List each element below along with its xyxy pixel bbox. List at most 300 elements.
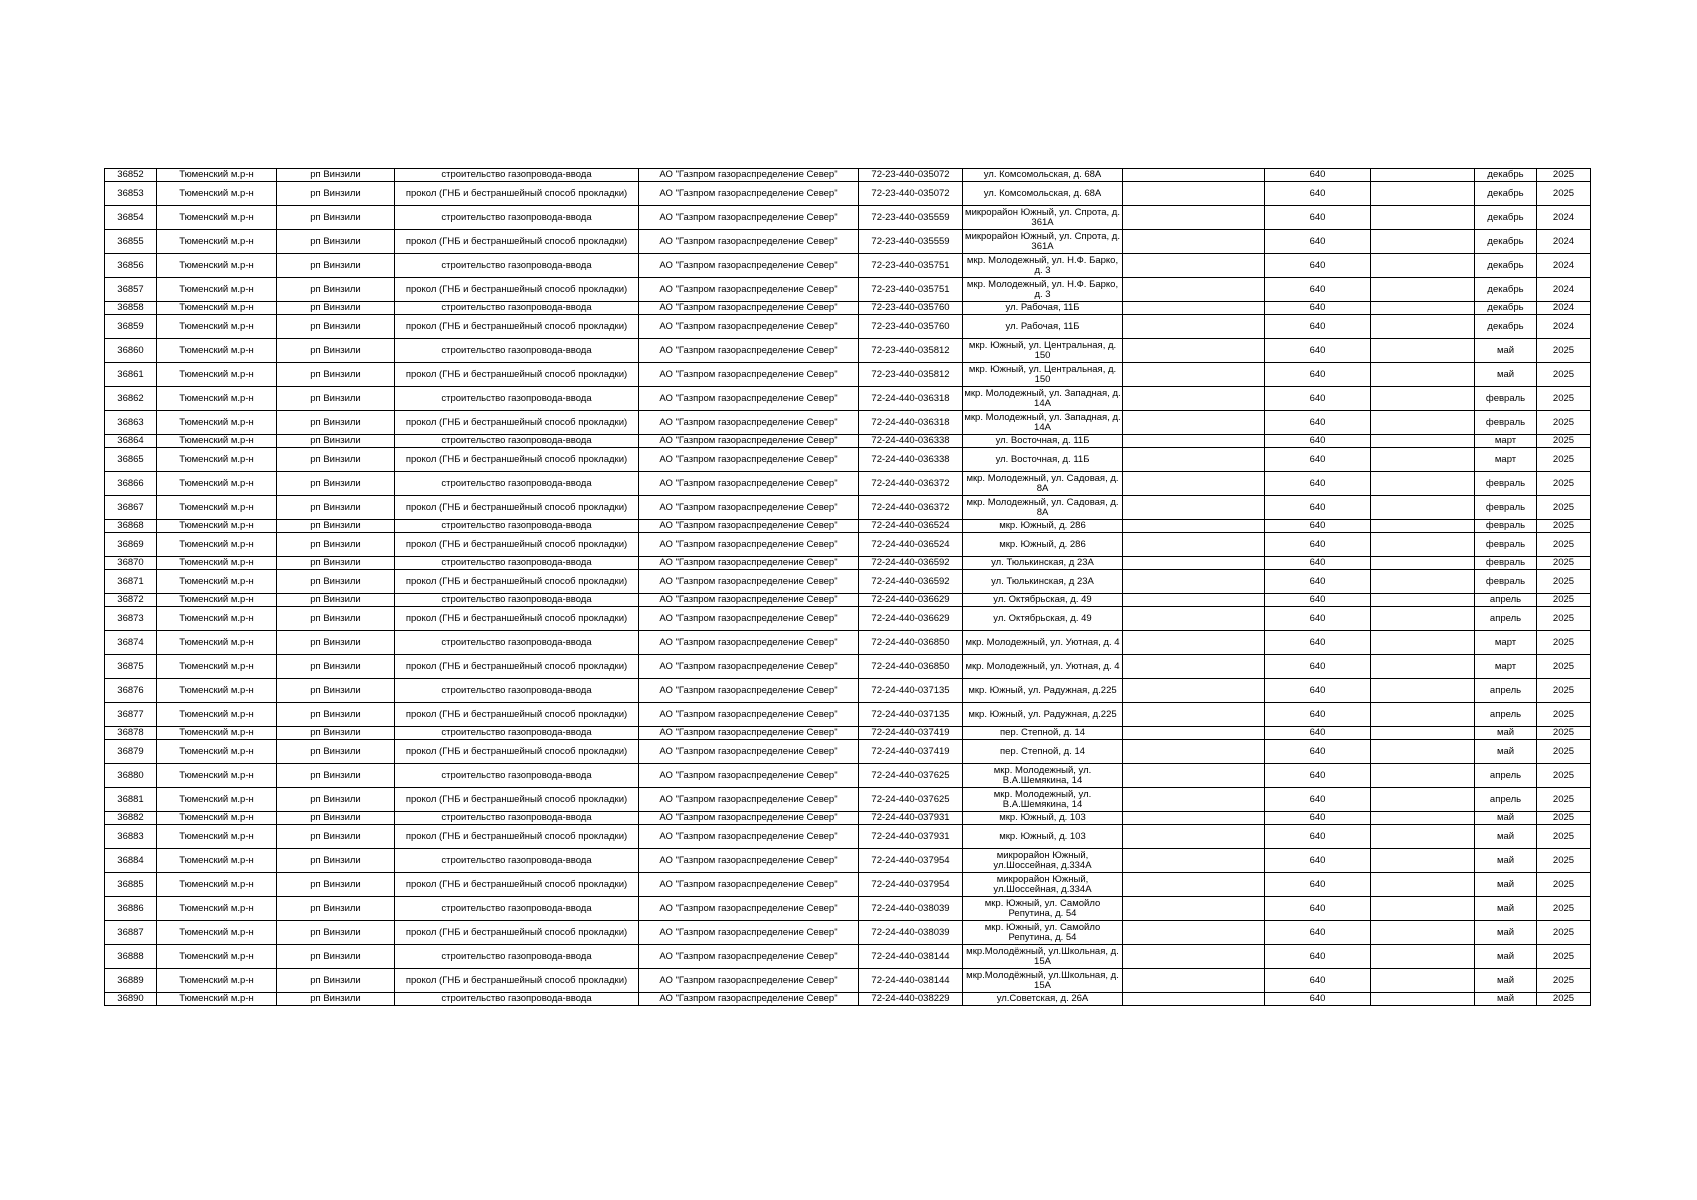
settlement-cell: рп Винзили [277,206,395,230]
month-cell: февраль [1475,411,1537,435]
month-cell: апрель [1475,788,1537,812]
settlement-cell: рп Винзили [277,812,395,825]
district-cell: Тюменский м.р-н [157,169,277,182]
data-table [104,168,1591,1006]
work-type-cell: прокол (ГНБ и бестраншейный способ прокладки) [395,570,639,594]
value-cell: 640 [1265,435,1371,448]
work-type-cell: прокол (ГНБ и бестраншейный способ прокладки) [395,703,639,727]
settlement-cell: рп Винзили [277,703,395,727]
empty-cell [1123,897,1265,921]
settlement-cell: рп Винзили [277,945,395,969]
year-cell: 2025 [1537,969,1591,993]
row-number-cell: 36875 [105,655,157,679]
district-cell: Тюменский м.р-н [157,897,277,921]
settlement-cell: рп Винзили [277,993,395,1006]
cadastral-code-cell: 72-24-440-036318 [859,387,963,411]
empty-cell [1123,594,1265,607]
value-cell: 640 [1265,825,1371,849]
empty-cell [1123,363,1265,387]
table-row [105,631,1591,655]
district-cell: Тюменский м.р-н [157,993,277,1006]
month-cell: апрель [1475,764,1537,788]
value-cell: 640 [1265,897,1371,921]
row-number-cell: 36857 [105,278,157,302]
empty-cell [1123,278,1265,302]
row-number-cell: 36858 [105,302,157,315]
settlement-cell: рп Винзили [277,631,395,655]
empty-cell [1123,679,1265,703]
empty-cell [1371,703,1475,727]
month-cell: февраль [1475,533,1537,557]
value-cell: 640 [1265,788,1371,812]
settlement-cell: рп Винзили [277,520,395,533]
address-cell: мкр. Молодежный, ул. В.А.Шемякина, 14 [963,764,1123,788]
settlement-cell: рп Винзили [277,254,395,278]
value-cell: 640 [1265,631,1371,655]
year-cell: 2025 [1537,448,1591,472]
value-cell: 640 [1265,363,1371,387]
cadastral-code-cell: 72-24-440-037625 [859,764,963,788]
organization-cell: АО "Газпром газораспределение Север" [639,496,859,520]
empty-cell [1371,411,1475,435]
empty-cell [1371,278,1475,302]
settlement-cell: рп Винзили [277,570,395,594]
address-cell: мкр. Молодежный, ул. Садовая, д. 8А [963,496,1123,520]
address-cell: ул. Восточная, д. 11Б [963,448,1123,472]
address-cell: мкр. Южный, ул. Центральная, д. 150 [963,339,1123,363]
value-cell: 640 [1265,557,1371,570]
month-cell: май [1475,945,1537,969]
district-cell: Тюменский м.р-н [157,703,277,727]
work-type-cell: прокол (ГНБ и бестраншейный способ прокладки) [395,969,639,993]
value-cell: 640 [1265,873,1371,897]
empty-cell [1123,533,1265,557]
organization-cell: АО "Газпром газораспределение Север" [639,570,859,594]
table-body [105,169,1591,1006]
address-cell: мкр. Молодежный, ул. Западная, д. 14А [964,411,1121,433]
empty-cell [1371,993,1475,1006]
empty-cell [1371,448,1475,472]
table-row [105,182,1591,206]
settlement-cell: рп Винзили [277,873,395,897]
cadastral-code-cell: 72-23-440-035760 [859,315,963,339]
work-type-cell: строительство газопровода-ввода [395,520,639,533]
table-row [105,607,1591,631]
empty-cell [1123,607,1265,631]
year-cell: 2025 [1537,182,1591,206]
address-cell: ул. Восточная, д. 11Б [963,435,1123,448]
cadastral-code-cell: 72-23-440-035751 [859,278,963,302]
table-row [105,921,1591,945]
district-cell: Тюменский м.р-н [157,740,277,764]
table-row [105,302,1591,315]
district-cell: Тюменский м.р-н [157,607,277,631]
value-cell: 640 [1265,254,1371,278]
cadastral-code-cell: 72-24-440-037419 [859,727,963,740]
month-cell: май [1475,727,1537,740]
organization-cell: АО "Газпром газораспределение Север" [639,520,859,533]
organization-cell: АО "Газпром газораспределение Север" [639,764,859,788]
district-cell: Тюменский м.р-н [157,655,277,679]
address-cell: ул.Советская, д. 26А [963,993,1123,1006]
empty-cell [1371,339,1475,363]
value-cell: 640 [1265,387,1371,411]
cadastral-code-cell: 72-24-440-037931 [859,812,963,825]
month-cell: май [1475,339,1537,363]
value-cell: 640 [1265,182,1371,206]
empty-cell [1371,472,1475,496]
settlement-cell: рп Винзили [277,278,395,302]
empty-cell [1371,945,1475,969]
address-cell: мкр. Молодежный, ул. Западная, д. 14А [964,387,1121,409]
empty-cell [1371,764,1475,788]
year-cell: 2025 [1537,594,1591,607]
settlement-cell: рп Винзили [277,315,395,339]
work-type-cell: строительство газопровода-ввода [395,849,639,873]
empty-cell [1123,411,1265,435]
work-type-cell: прокол (ГНБ и бестраншейный способ прокладки) [395,230,639,254]
district-cell: Тюменский м.р-н [157,631,277,655]
row-number-cell: 36889 [105,969,157,993]
year-cell: 2025 [1537,788,1591,812]
cadastral-code-cell: 72-24-440-036850 [859,655,963,679]
month-cell: апрель [1475,594,1537,607]
settlement-cell: рп Винзили [277,655,395,679]
work-type-cell: строительство газопровода-ввода [395,206,639,230]
row-number-cell: 36861 [105,363,157,387]
table-row [105,969,1591,993]
organization-cell: АО "Газпром газораспределение Север" [639,631,859,655]
work-type-cell: строительство газопровода-ввода [395,993,639,1006]
organization-cell: АО "Газпром газораспределение Север" [639,969,859,993]
organization-cell: АО "Газпром газораспределение Север" [639,302,859,315]
month-cell: декабрь [1475,278,1537,302]
year-cell: 2025 [1537,655,1591,679]
table-row [105,594,1591,607]
row-number-cell: 36869 [105,533,157,557]
month-cell: декабрь [1475,315,1537,339]
row-number-cell: 36856 [105,254,157,278]
year-cell: 2025 [1537,496,1591,520]
year-cell: 2025 [1537,363,1591,387]
table-row [105,206,1591,230]
empty-cell [1371,302,1475,315]
month-cell: март [1475,435,1537,448]
organization-cell: АО "Газпром газораспределение Север" [639,788,859,812]
month-cell: май [1475,812,1537,825]
district-cell: Тюменский м.р-н [157,727,277,740]
year-cell: 2025 [1537,873,1591,897]
district-cell: Тюменский м.р-н [157,496,277,520]
address-cell: ул. Рабочая, 11Б [963,315,1123,339]
table-row [105,230,1591,254]
year-cell: 2025 [1537,703,1591,727]
row-number-cell: 36865 [105,448,157,472]
table-row [105,945,1591,969]
cadastral-code-cell: 72-24-440-036338 [859,435,963,448]
address-cell: ул. Октябрьская, д. 49 [963,594,1123,607]
empty-cell [1371,520,1475,533]
district-cell: Тюменский м.р-н [157,873,277,897]
month-cell: декабрь [1475,182,1537,206]
empty-cell [1123,788,1265,812]
work-type-cell: строительство газопровода-ввода [395,169,639,182]
table-row [105,812,1591,825]
empty-cell [1371,496,1475,520]
work-type-cell: строительство газопровода-ввода [395,387,639,411]
empty-cell [1371,169,1475,182]
row-number-cell: 36873 [105,607,157,631]
district-cell: Тюменский м.р-н [157,435,277,448]
value-cell: 640 [1265,969,1371,993]
empty-cell [1371,435,1475,448]
cadastral-code-cell: 72-24-440-038039 [859,897,963,921]
settlement-cell: рп Винзили [277,825,395,849]
work-type-cell: строительство газопровода-ввода [395,254,639,278]
empty-cell [1123,825,1265,849]
district-cell: Тюменский м.р-н [157,448,277,472]
empty-cell [1123,448,1265,472]
value-cell: 640 [1265,849,1371,873]
month-cell: март [1475,448,1537,472]
table-row [105,740,1591,764]
settlement-cell: рп Винзили [277,679,395,703]
empty-cell [1123,339,1265,363]
empty-cell [1371,825,1475,849]
organization-cell: АО "Газпром газораспределение Север" [639,655,859,679]
year-cell: 2025 [1537,812,1591,825]
organization-cell: АО "Газпром газораспределение Север" [639,897,859,921]
year-cell: 2025 [1537,557,1591,570]
empty-cell [1123,169,1265,182]
year-cell: 2025 [1537,849,1591,873]
empty-cell [1123,315,1265,339]
empty-cell [1123,631,1265,655]
settlement-cell: рп Винзили [277,435,395,448]
empty-cell [1371,182,1475,206]
address-cell: ул. Тюлькинская, д 23А [963,570,1123,594]
cadastral-code-cell: 72-23-440-035559 [859,230,963,254]
row-number-cell: 36879 [105,740,157,764]
cadastral-code-cell: 72-23-440-035812 [859,363,963,387]
month-cell: май [1475,825,1537,849]
settlement-cell: рп Винзили [277,339,395,363]
year-cell: 2025 [1537,607,1591,631]
row-number-cell: 36874 [105,631,157,655]
cadastral-code-cell: 72-24-440-037135 [859,703,963,727]
value-cell: 640 [1265,812,1371,825]
month-cell: март [1475,631,1537,655]
settlement-cell: рп Винзили [277,788,395,812]
address-cell: мкр. Южный, д. 286 [963,520,1123,533]
cadastral-code-cell: 72-23-440-035072 [859,182,963,206]
table-row [105,703,1591,727]
cadastral-code-cell: 72-24-440-036338 [859,448,963,472]
value-cell: 640 [1265,339,1371,363]
settlement-cell: рп Винзили [277,594,395,607]
table-row [105,570,1591,594]
row-number-cell: 36888 [105,945,157,969]
empty-cell [1371,230,1475,254]
table-row [105,278,1591,302]
cadastral-code-cell: 72-23-440-035760 [859,302,963,315]
work-type-cell: строительство газопровода-ввода [395,812,639,825]
district-cell: Тюменский м.р-н [157,533,277,557]
row-number-cell: 36866 [105,472,157,496]
cadastral-code-cell: 72-24-440-036629 [859,607,963,631]
organization-cell: АО "Газпром газораспределение Север" [639,945,859,969]
address-cell: микрорайон Южный, ул. Спрота, д. 361А [963,206,1123,230]
empty-cell [1371,969,1475,993]
settlement-cell: рп Винзили [277,607,395,631]
settlement-cell: рп Винзили [277,897,395,921]
empty-cell [1371,727,1475,740]
row-number-cell: 36871 [105,570,157,594]
value-cell: 640 [1265,594,1371,607]
organization-cell: АО "Газпром газораспределение Север" [639,254,859,278]
empty-cell [1371,921,1475,945]
year-cell: 2025 [1537,825,1591,849]
cadastral-code-cell: 72-23-440-035751 [859,254,963,278]
work-type-cell: прокол (ГНБ и бестраншейный способ прокладки) [395,655,639,679]
year-cell: 2025 [1537,339,1591,363]
district-cell: Тюменский м.р-н [157,278,277,302]
organization-cell: АО "Газпром газораспределение Север" [639,825,859,849]
row-number-cell: 36860 [105,339,157,363]
settlement-cell: рп Винзили [277,182,395,206]
value-cell: 640 [1265,703,1371,727]
row-number-cell: 36872 [105,594,157,607]
table-row [105,764,1591,788]
month-cell: май [1475,897,1537,921]
year-cell: 2024 [1537,254,1591,278]
organization-cell: АО "Газпром газораспределение Север" [639,278,859,302]
district-cell: Тюменский м.р-н [157,182,277,206]
empty-cell [1123,727,1265,740]
empty-cell [1123,472,1265,496]
cadastral-code-cell: 72-24-440-037931 [859,825,963,849]
organization-cell: АО "Газпром газораспределение Север" [639,339,859,363]
empty-cell [1371,788,1475,812]
table-row [105,788,1591,812]
month-cell: февраль [1475,387,1537,411]
empty-cell [1123,435,1265,448]
row-number-cell: 36878 [105,727,157,740]
address-cell: мкр. Молодежный, ул. Уютная, д. 4 [963,655,1123,679]
year-cell: 2025 [1537,472,1591,496]
address-cell: пер. Степной, д. 14 [963,740,1123,764]
empty-cell [1123,703,1265,727]
organization-cell: АО "Газпром газораспределение Север" [639,849,859,873]
cadastral-code-cell: 72-24-440-036850 [859,631,963,655]
address-cell: мкр. Молодежный, ул. Садовая, д. 8А [963,472,1123,496]
cadastral-code-cell: 72-24-440-037625 [859,788,963,812]
value-cell: 640 [1265,496,1371,520]
organization-cell: АО "Газпром газораспределение Север" [639,812,859,825]
month-cell: май [1475,849,1537,873]
month-cell: апрель [1475,679,1537,703]
value-cell: 640 [1265,679,1371,703]
row-number-cell: 36882 [105,812,157,825]
empty-cell [1371,206,1475,230]
empty-cell [1123,993,1265,1006]
district-cell: Тюменский м.р-н [157,339,277,363]
district-cell: Тюменский м.р-н [157,945,277,969]
year-cell: 2024 [1537,302,1591,315]
organization-cell: АО "Газпром газораспределение Север" [639,557,859,570]
district-cell: Тюменский м.р-н [157,230,277,254]
settlement-cell: рп Винзили [277,849,395,873]
settlement-cell: рп Винзили [277,969,395,993]
settlement-cell: рп Винзили [277,230,395,254]
table-row [105,448,1591,472]
organization-cell: АО "Газпром газораспределение Север" [639,363,859,387]
year-cell: 2024 [1537,315,1591,339]
month-cell: декабрь [1475,206,1537,230]
row-number-cell: 36881 [105,788,157,812]
year-cell: 2025 [1537,727,1591,740]
cadastral-code-cell: 72-24-440-037954 [859,873,963,897]
row-number-cell: 36887 [105,921,157,945]
cadastral-code-cell: 72-24-440-038229 [859,993,963,1006]
row-number-cell: 36870 [105,557,157,570]
settlement-cell: рп Винзили [277,496,395,520]
organization-cell: АО "Газпром газораспределение Север" [639,594,859,607]
district-cell: Тюменский м.р-н [157,679,277,703]
settlement-cell: рп Винзили [277,533,395,557]
empty-cell [1123,387,1265,411]
cadastral-code-cell: 72-24-440-037419 [859,740,963,764]
settlement-cell: рп Винзили [277,169,395,182]
row-number-cell: 36863 [105,411,157,435]
month-cell: май [1475,740,1537,764]
row-number-cell: 36884 [105,849,157,873]
empty-cell [1371,607,1475,631]
month-cell: май [1475,921,1537,945]
district-cell: Тюменский м.р-н [157,315,277,339]
organization-cell: АО "Газпром газораспределение Север" [639,315,859,339]
value-cell: 640 [1265,921,1371,945]
year-cell: 2025 [1537,921,1591,945]
table-row [105,363,1591,387]
organization-cell: АО "Газпром газораспределение Север" [639,169,859,182]
address-cell: мкр. Молодежный, ул. В.А.Шемякина, 14 [963,788,1123,812]
table-row [105,897,1591,921]
table-row [105,655,1591,679]
table-row [105,557,1591,570]
work-type-cell: прокол (ГНБ и бестраншейный способ прокладки) [395,496,639,520]
empty-cell [1371,594,1475,607]
table-row [105,533,1591,557]
row-number-cell: 36880 [105,764,157,788]
year-cell: 2025 [1537,740,1591,764]
month-cell: май [1475,969,1537,993]
organization-cell: АО "Газпром газораспределение Север" [639,921,859,945]
address-cell: мкр. Южный, ул. Самойло Репутина, д. 54 [963,897,1123,921]
address-cell: мкр. Южный, ул. Радужная, д.225 [963,679,1123,703]
value-cell: 640 [1265,533,1371,557]
work-type-cell: прокол (ГНБ и бестраншейный способ прокладки) [395,315,639,339]
row-number-cell: 36877 [105,703,157,727]
district-cell: Тюменский м.р-н [157,921,277,945]
year-cell: 2024 [1537,230,1591,254]
empty-cell [1371,315,1475,339]
month-cell: декабрь [1475,302,1537,315]
empty-cell [1371,363,1475,387]
organization-cell: АО "Газпром газораспределение Север" [639,182,859,206]
table-row [105,679,1591,703]
empty-cell [1371,740,1475,764]
